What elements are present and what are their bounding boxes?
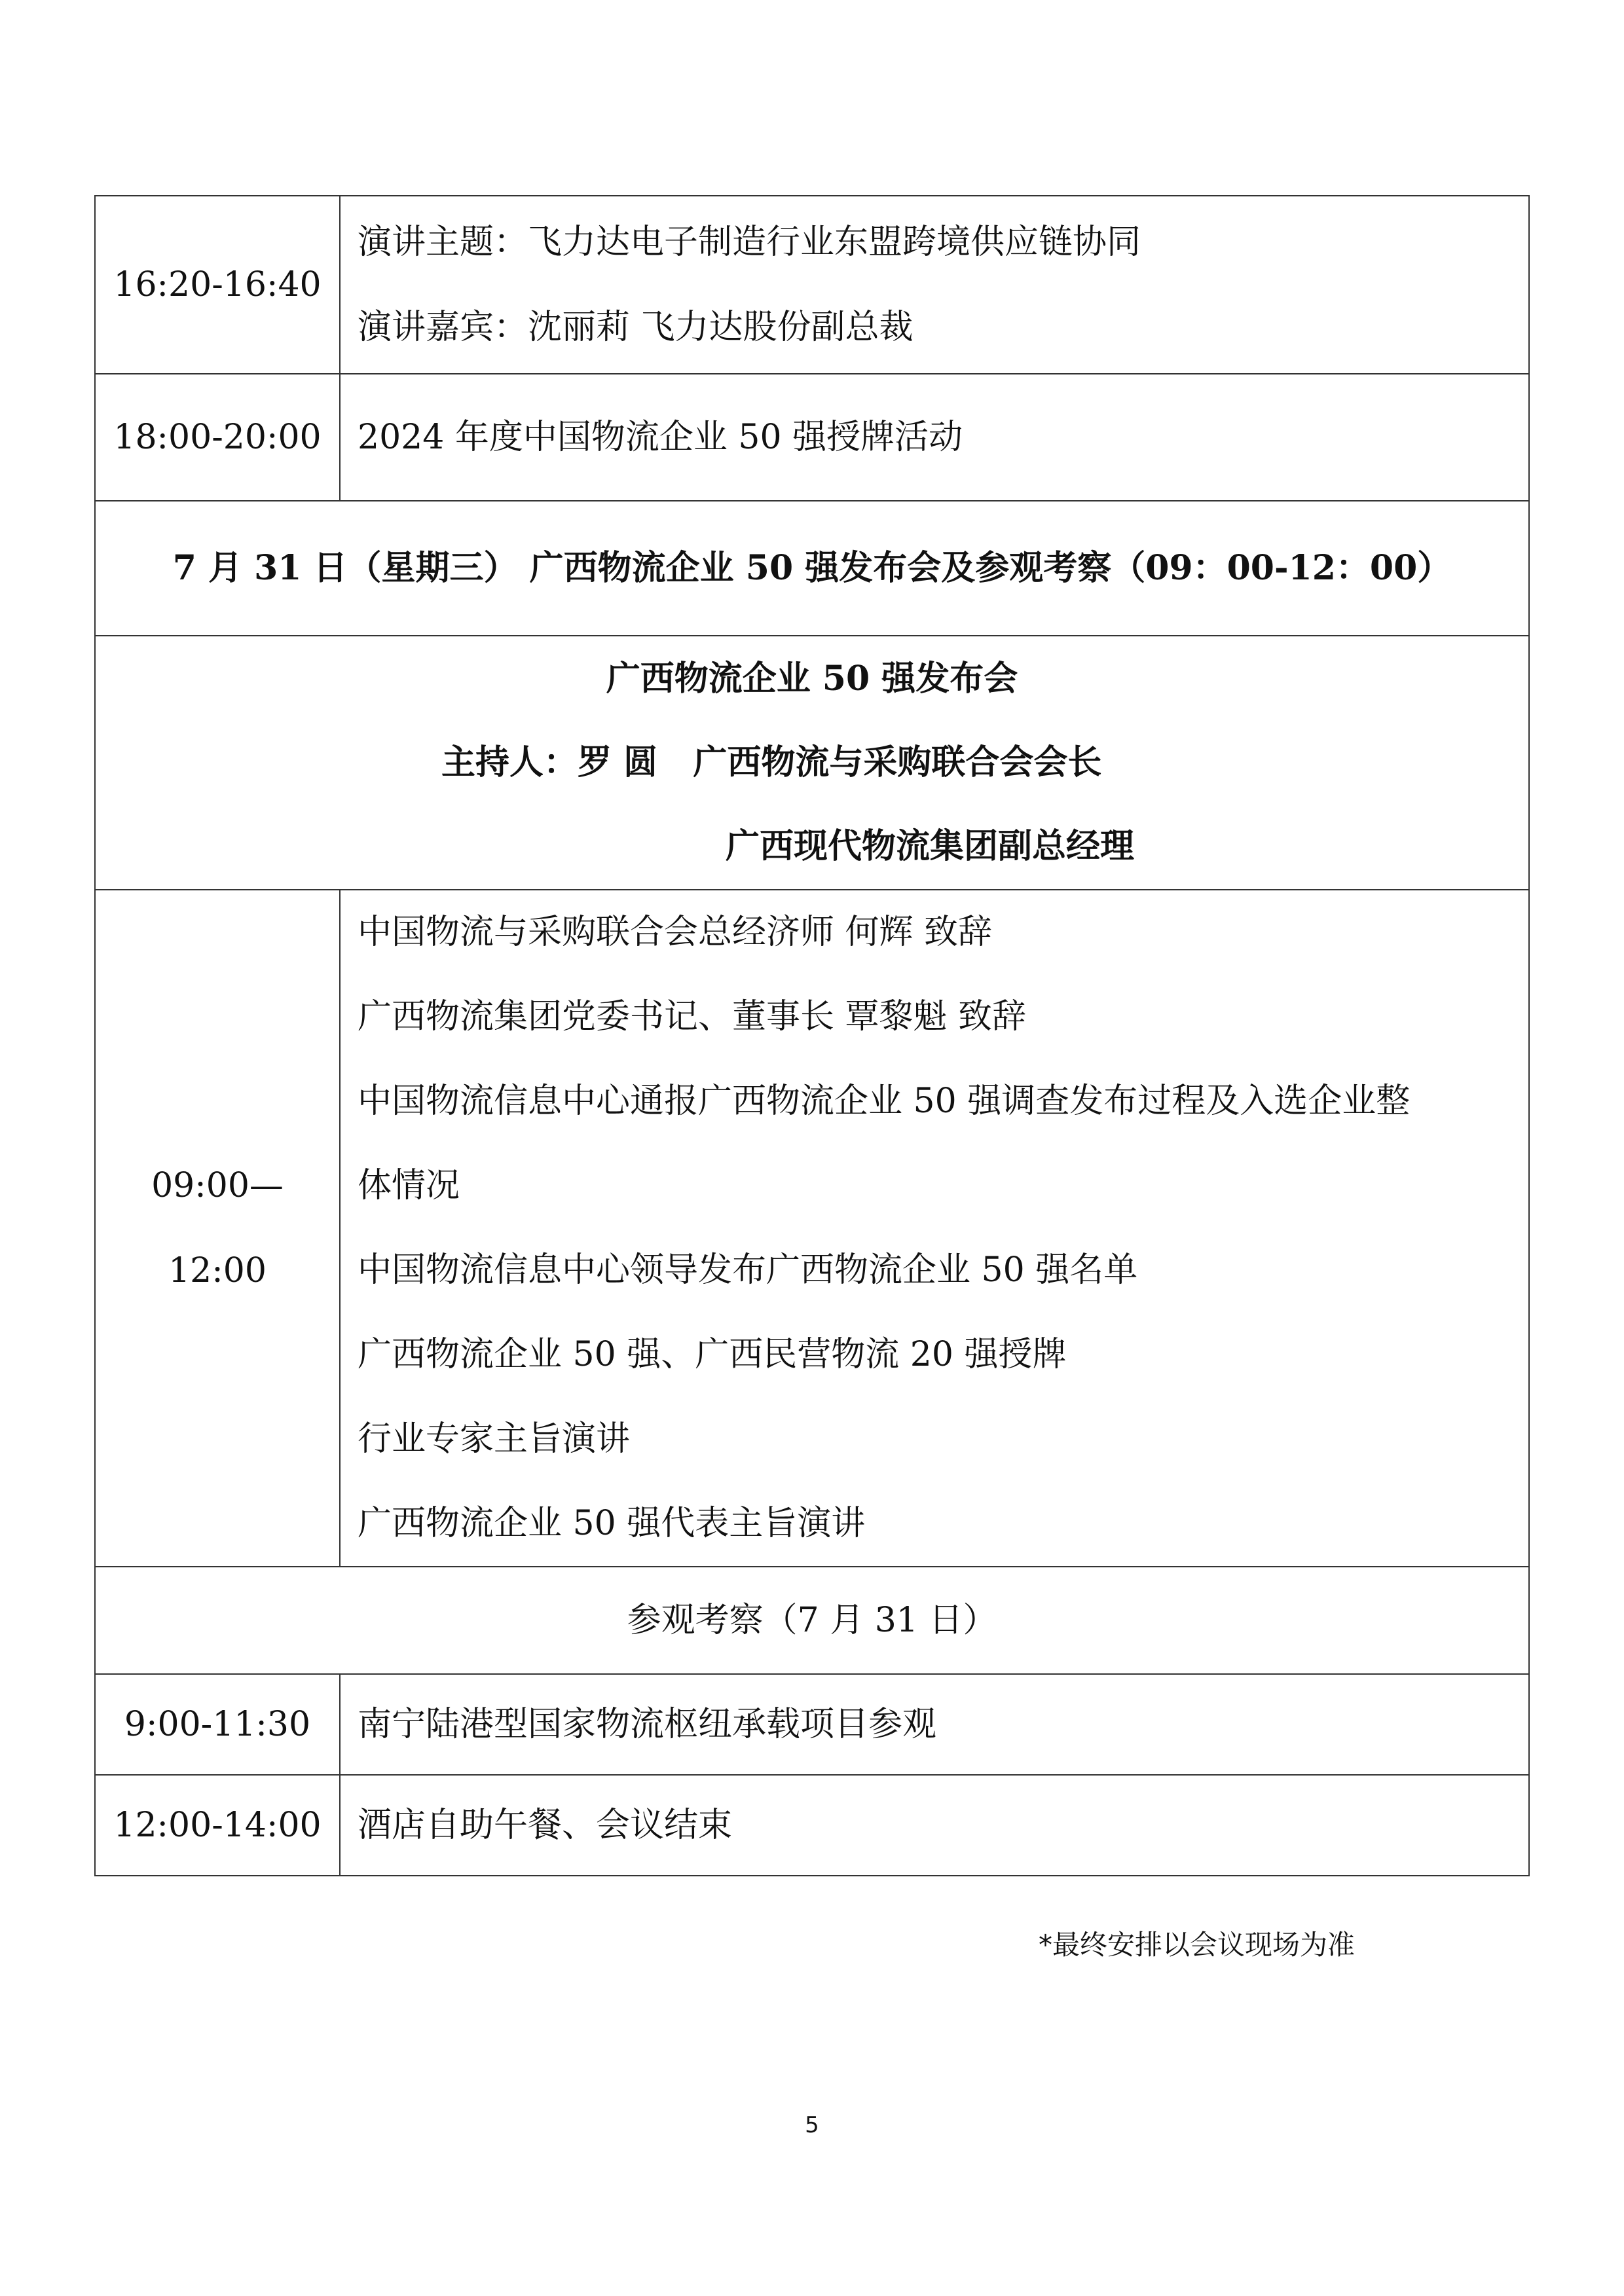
time-cell	[95, 890, 340, 1567]
agenda-item-continued: 体情况	[358, 1166, 460, 1205]
time-slot: 18:00-20:00	[113, 417, 322, 457]
table-row	[95, 1567, 1529, 1674]
time-cell	[95, 196, 340, 374]
table-row	[95, 1775, 1529, 1876]
agenda-item: 广西物流集团党委书记、董事长 覃黎魁 致辞	[358, 997, 1027, 1036]
day-header	[95, 501, 1529, 636]
table-row	[95, 890, 1529, 1567]
speech-topic: 演讲主题：飞力达电子制造行业东盟跨境供应链协同	[358, 223, 1141, 262]
time-cell	[95, 1775, 340, 1876]
agenda-item: 中国物流与采购联合会总经济师 何辉 致辞	[358, 913, 993, 952]
time-slot-end: 12:00	[168, 1251, 267, 1290]
content-cell	[340, 196, 1529, 374]
content-cell	[340, 1775, 1529, 1876]
event-description: 南宁陆港型国家物流枢纽承载项目参观	[358, 1704, 937, 1744]
table-row	[95, 374, 1529, 501]
agenda-item: 广西物流企业 50 强、广西民营物流 20 强授牌	[358, 1335, 1067, 1374]
time-slot: 9:00-11:30	[124, 1704, 311, 1744]
schedule-table	[94, 195, 1530, 1876]
table-row	[95, 501, 1529, 636]
day-header-text: 7 月 31 日（星期三） 广西物流企业 50 强发布会及参观考察（09：00-12：00）	[172, 547, 1452, 588]
page-number: 5	[805, 2112, 819, 2138]
agenda-item: 中国物流信息中心领导发布广西物流企业 50 强名单	[358, 1250, 1138, 1290]
agenda-item: 中国物流信息中心通报广西物流企业 50 强调查发布过程及入选企业整	[358, 1082, 1411, 1121]
session-host-title: 广西现代物流集团副总经理	[726, 826, 1135, 866]
visit-header	[95, 1567, 1529, 1674]
content-cell	[340, 890, 1529, 1567]
content-cell	[340, 1674, 1529, 1775]
time-slot-start: 09:00—	[151, 1166, 284, 1205]
speech-speaker: 演讲嘉宾：沈丽莉 飞力达股份副总裁	[358, 308, 913, 347]
session-header	[95, 636, 1529, 890]
time-cell	[95, 374, 340, 501]
time-slot: 12:00-14:00	[113, 1805, 322, 1845]
event-description: 酒店自助午餐、会议结束	[358, 1805, 733, 1845]
time-cell	[95, 1674, 340, 1775]
agenda-item: 行业专家主旨演讲	[358, 1419, 631, 1459]
table-row	[95, 196, 1529, 374]
content-cell	[340, 374, 1529, 501]
session-title: 广西物流企业 50 强发布会	[606, 659, 1018, 699]
footnote: *最终安排以会议现场为准	[1039, 1929, 1356, 1961]
table-row	[95, 636, 1529, 890]
time-slot: 16:20-16:40	[113, 264, 322, 304]
event-description: 2024 年度中国物流企业 50 强授牌活动	[358, 417, 963, 457]
table-row	[95, 1674, 1529, 1775]
visit-header-text: 参观考察（7 月 31 日）	[627, 1600, 997, 1640]
session-host: 主持人：罗 圆 广西物流与采购联合会会长	[441, 742, 1102, 782]
agenda-item: 广西物流企业 50 强代表主旨演讲	[358, 1504, 866, 1543]
